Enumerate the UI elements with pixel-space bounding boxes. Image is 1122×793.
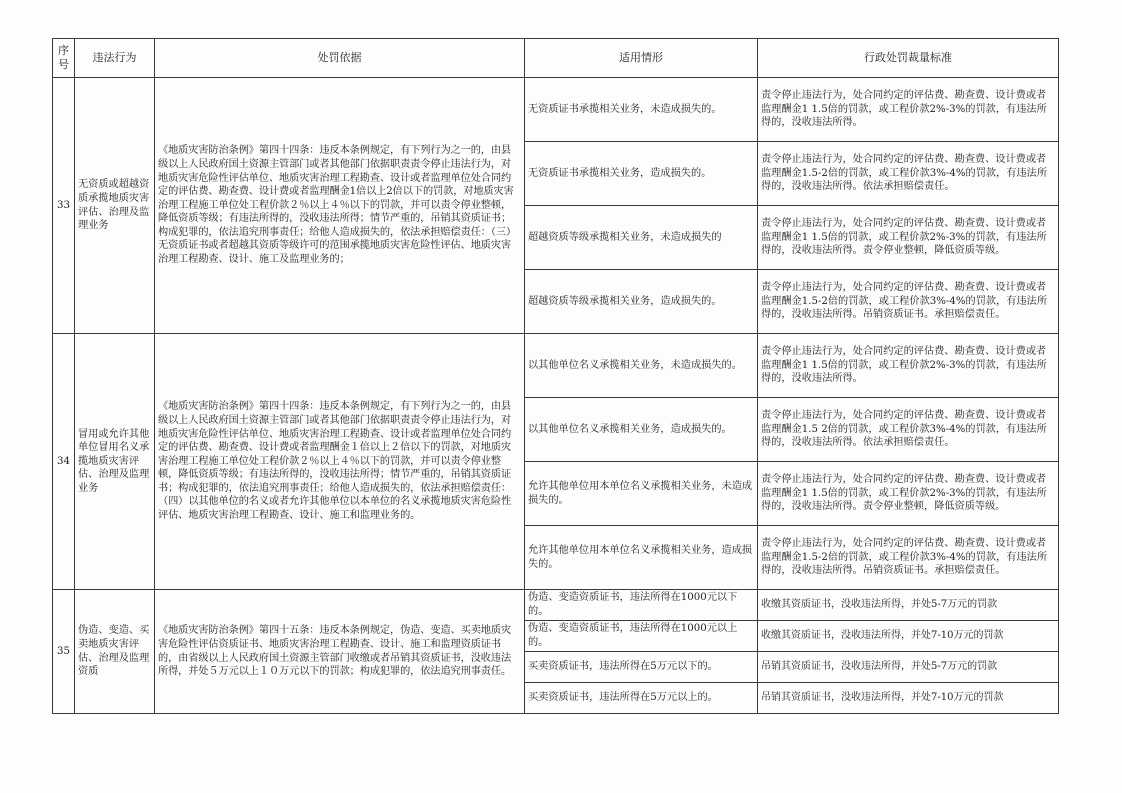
situation-cell: 无资质证书承揽相关业务，未造成损失的。 bbox=[525, 78, 758, 142]
situation-cell: 超越资质等级承揽相关业务，造成损失的。 bbox=[525, 270, 758, 334]
penalty-standard-table bbox=[52, 38, 1059, 714]
header-row bbox=[53, 39, 1059, 78]
row-seq: 35 bbox=[53, 590, 75, 714]
row-violation: 冒用或允许其他单位冒用名义承揽地质灾害评估、治理及监理业务 bbox=[75, 334, 155, 590]
table-row bbox=[53, 590, 1059, 621]
situation-cell: 伪造、变造资质证书，违法所得在1000元以下的。 bbox=[525, 590, 758, 621]
header-violation: 违法行为 bbox=[75, 39, 155, 78]
table-row bbox=[53, 334, 1059, 398]
row-basis: 《地质灾害防治条例》第四十四条：违反本条例规定，有下列行为之一的，由县级以上人民政府国土资源主管部门或者其他部门依据职责责令停止违法行为，对地质灾害危险性评估单位、地质灾害治理工程勘查、设计或者监理单位处合同约定的评估费、勘查费、设计费或者监理酬金１倍以上２倍以下的罚款，对地质灾害治理工程施工单位处工程价款２％以上４％以下的罚款，并可以责令停业整顿，降低资质等级；有违法所得的，没收违法所得；情节严重的，吊销其资质证书；构成犯罪的，依法追究刑事责任；给他人造成损失的，依法承担赔偿责任：（四）以其他单位的名义或者允许其他单位以本单位的名义承揽地质灾害危险性评估、地质灾害治理工程勘查、设计、施工和监理业务的。 bbox=[155, 334, 525, 590]
situation-cell: 伪造、变造资质证书，违法所得在1000元以上的。 bbox=[525, 621, 758, 652]
standard-cell: 责令停止违法行为，处合同约定的评估费、勘查费、设计费或者监理酬金1.5-2倍的罚款，或工程价款3%-4%的罚款，有违法所得的，没收违法所得。依法承担赔偿责任。 bbox=[758, 142, 1059, 206]
standard-cell: 吊销其资质证书，没收违法所得，并处7-10万元的罚款 bbox=[758, 683, 1059, 714]
situation-cell: 允许其他单位用本单位名义承揽相关业务，未造成损失的。 bbox=[525, 462, 758, 526]
situation-cell: 以其他单位名义承揽相关业务，未造成损失的。 bbox=[525, 334, 758, 398]
standard-cell: 责令停止违法行为，处合同约定的评估费、勘查费、设计费或者监理酬金1 1.5倍的罚款，或工程价款2%-3%的罚款，有违法所得的，没收违法所得。责令停业整顿，降低资质等级。 bbox=[758, 206, 1059, 270]
header-basis: 处罚依据 bbox=[155, 39, 525, 78]
standard-cell: 责令停止违法行为，处合同约定的评估费、勘查费、设计费或者监理酬金1 1.5倍的罚款，或工程价款2%-3%的罚款，有违法所得的，没收违法所得。责令停业整顿，降低资质等级。 bbox=[758, 462, 1059, 526]
header-standard: 行政处罚裁量标准 bbox=[758, 39, 1059, 78]
header-seq: 序号 bbox=[53, 39, 75, 78]
situation-cell: 以其他单位名义承揽相关业务，造成损失的。 bbox=[525, 398, 758, 462]
situation-cell: 允许其他单位用本单位名义承揽相关业务，造成损失的。 bbox=[525, 526, 758, 590]
situation-cell: 买卖资质证书，违法所得在5万元以下的。 bbox=[525, 652, 758, 683]
row-basis: 《地质灾害防治条例》第四十四条：违反本条例规定，有下列行为之一的，由县级以上人民政府国土资源主管部门或者其他部门依据职责责令停止违法行为，对地质灾害危险性评估单位、地质灾害治理工程勘查、设计或者监理单位处合同约定的评估费、勘查费、设计费或者监理酬金1倍以上2倍以下的罚款，对地质灾害治理工程施工单位处工程价款２％以上４％以下的罚款，并可以责令停业整顿，降低资质等级；有违法所得的，没收违法所得；情节严重的，吊销其资质证书；构成犯罪的，依法追究刑事责任；给他人造成损失的，依法承担赔偿责任：（三）无资质证书或者超越其资质等级许可的范围承揽地质灾害危险性评估、地质灾害治理工程勘查、设计、施工及监理业务的； bbox=[155, 78, 525, 334]
row-violation: 伪造、变造、买卖地质灾害评估、治理及监理资质 bbox=[75, 590, 155, 714]
row-seq: 34 bbox=[53, 334, 75, 590]
table-row bbox=[53, 78, 1059, 142]
row-basis: 《地质灾害防治条例》第四十五条：违反本条例规定，伪造、变造、买卖地质灾害危险性评估资质证书、地质灾害治理工程勘查、设计、施工和监理资质证书的，由省级以上人民政府国土资源主管部门收缴或者吊销其资质证书，没收违法所得，并处５万元以上１０万元以下的罚款；构成犯罪的，依法追究刑事责任。 bbox=[155, 590, 525, 714]
row-violation: 无资质或超越资质承揽地质灾害评估、治理及监理业务 bbox=[75, 78, 155, 334]
standard-cell: 责令停止违法行为，处合同约定的评估费、勘查费、设计费或者监理酬金1 1.5倍的罚款，或工程价款2%-3%的罚款，有违法所得的，没收违法所得。 bbox=[758, 78, 1059, 142]
standard-cell: 责令停止违法行为，处合同约定的评估费、勘查费、设计费或者监理酬金1.5-2倍的罚款，或工程价款3%-4%的罚款，有违法所得的，没收违法所得。吊销资质证书。承担赔偿责任。 bbox=[758, 270, 1059, 334]
standard-cell: 收缴其资质证书，没收违法所得，并处5-7万元的罚款 bbox=[758, 590, 1059, 621]
row-seq: 33 bbox=[53, 78, 75, 334]
standard-cell: 责令停止违法行为，处合同约定的评估费、勘查费、设计费或者监理酬金1 1.5倍的罚款，或工程价款2%-3%的罚款，有违法所得的，没收违法所得。 bbox=[758, 334, 1059, 398]
situation-cell: 买卖资质证书，违法所得在5万元以上的。 bbox=[525, 683, 758, 714]
standard-cell: 责令停止违法行为，处合同约定的评估费、勘查费、设计费或者监理酬金1.5 2倍的罚款，或工程价款3%-4%的罚款，有违法所得的，没收违法所得。依法承担赔偿责任。 bbox=[758, 398, 1059, 462]
standard-cell: 责令停止违法行为，处合同约定的评估费、勘查费、设计费或者监理酬金1.5-2倍的罚款，或工程价款3%-4%的罚款，有违法所得的，没收违法所得。吊销资质证书。承担赔偿责任。 bbox=[758, 526, 1059, 590]
standard-cell: 吊销其资质证书，没收违法所得，并处5-7万元的罚款 bbox=[758, 652, 1059, 683]
situation-cell: 无资质证书承揽相关业务，造成损失的。 bbox=[525, 142, 758, 206]
situation-cell: 超越资质等级承揽相关业务，未造成损失的 bbox=[525, 206, 758, 270]
header-situation: 适用情形 bbox=[525, 39, 758, 78]
standard-cell: 收缴其资质证书，没收违法所得，并处7-10万元的罚款 bbox=[758, 621, 1059, 652]
